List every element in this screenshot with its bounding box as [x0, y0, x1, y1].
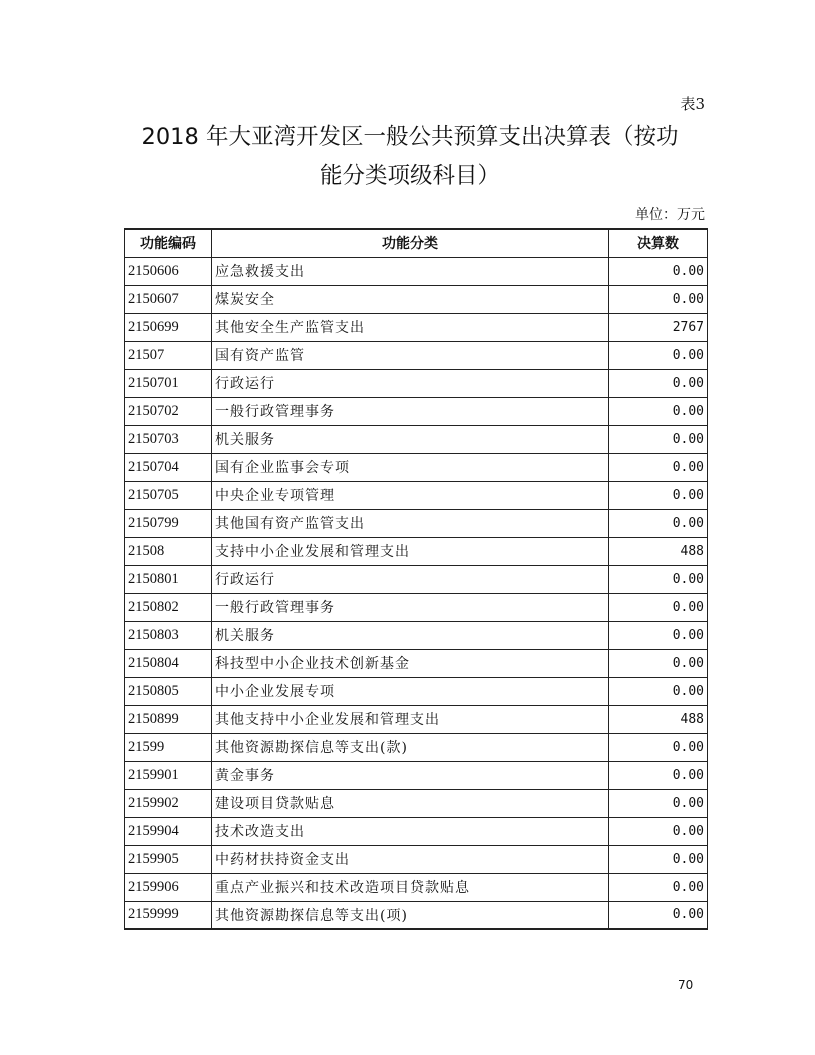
category-cell: 一般行政管理事务: [212, 593, 609, 621]
table-row: [125, 761, 708, 789]
code-cell: 2150802: [125, 593, 212, 621]
amount-cell: 0.00: [609, 481, 708, 509]
category-cell: 行政运行: [212, 565, 609, 593]
amount-cell: 0.00: [609, 425, 708, 453]
amount-cell: 0.00: [609, 873, 708, 901]
category-cell: 科技型中小企业技术创新基金: [212, 649, 609, 677]
amount-cell: 0.00: [609, 453, 708, 481]
code-cell: 2150606: [125, 257, 212, 285]
amount-cell: 488: [609, 537, 708, 565]
budget-table: [124, 228, 708, 930]
page-number: 70: [678, 978, 694, 992]
code-cell: 2150701: [125, 369, 212, 397]
code-cell: 2150799: [125, 509, 212, 537]
category-cell: 应急救援支出: [212, 257, 609, 285]
category-cell: 国有企业监事会专项: [212, 453, 609, 481]
code-cell: 2159905: [125, 845, 212, 873]
code-cell: 2159902: [125, 789, 212, 817]
table-row: [125, 593, 708, 621]
table-row: [125, 873, 708, 901]
code-cell: 2150805: [125, 677, 212, 705]
category-cell: 中药材扶持资金支出: [212, 845, 609, 873]
code-cell: 2150804: [125, 649, 212, 677]
title-line-2: 能分类项级科目）: [319, 163, 500, 189]
amount-cell: 0.00: [609, 845, 708, 873]
amount-cell: 0.00: [609, 369, 708, 397]
table-row: [125, 789, 708, 817]
table-row: [125, 845, 708, 873]
category-cell: 行政运行: [212, 369, 609, 397]
amount-cell: 0.00: [609, 341, 708, 369]
code-cell: 2150801: [125, 565, 212, 593]
code-cell: 2150803: [125, 621, 212, 649]
table-row: [125, 705, 708, 733]
category-cell: 煤炭安全: [212, 285, 609, 313]
category-cell: 其他国有资产监管支出: [212, 509, 609, 537]
code-cell: 2159901: [125, 761, 212, 789]
amount-cell: 0.00: [609, 817, 708, 845]
code-cell: 21599: [125, 733, 212, 761]
table-row: [125, 649, 708, 677]
code-cell: 2150705: [125, 481, 212, 509]
category-cell: 支持中小企业发展和管理支出: [212, 537, 609, 565]
header-amount: 决算数: [609, 229, 708, 257]
amount-cell: 0.00: [609, 397, 708, 425]
category-cell: 其他资源勘探信息等支出(款): [212, 733, 609, 761]
table-header-row: [125, 229, 708, 257]
table-row: [125, 285, 708, 313]
table-body: [125, 257, 708, 929]
table-row: [125, 341, 708, 369]
amount-cell: 0.00: [609, 677, 708, 705]
amount-cell: 0.00: [609, 761, 708, 789]
amount-cell: 2767: [609, 313, 708, 341]
code-cell: 2159999: [125, 901, 212, 929]
code-cell: 2159904: [125, 817, 212, 845]
table-row: [125, 733, 708, 761]
table-row: [125, 901, 708, 929]
table-row: [125, 425, 708, 453]
category-cell: 机关服务: [212, 621, 609, 649]
code-cell: 2150703: [125, 425, 212, 453]
category-cell: 其他资源勘探信息等支出(项): [212, 901, 609, 929]
category-cell: 建设项目贷款贴息: [212, 789, 609, 817]
page-title: [110, 118, 710, 196]
code-cell: 2150607: [125, 285, 212, 313]
category-cell: 其他支持中小企业发展和管理支出: [212, 705, 609, 733]
amount-cell: 0.00: [609, 565, 708, 593]
table-row: [125, 397, 708, 425]
amount-cell: 0.00: [609, 509, 708, 537]
header-code: 功能编码: [125, 229, 212, 257]
title-line-1: 2018 年大亚湾开发区一般公共预算支出决算表（按功: [141, 124, 679, 150]
code-cell: 2150702: [125, 397, 212, 425]
code-cell: 21507: [125, 341, 212, 369]
category-cell: 中央企业专项管理: [212, 481, 609, 509]
category-cell: 中小企业发展专项: [212, 677, 609, 705]
table-row: [125, 453, 708, 481]
amount-cell: 0.00: [609, 901, 708, 929]
amount-cell: 0.00: [609, 257, 708, 285]
amount-cell: 0.00: [609, 593, 708, 621]
table-row: [125, 481, 708, 509]
table-label: 表3: [680, 95, 705, 113]
code-cell: 2150699: [125, 313, 212, 341]
category-cell: 国有资产监管: [212, 341, 609, 369]
amount-cell: 0.00: [609, 285, 708, 313]
table-row: [125, 817, 708, 845]
table-row: [125, 677, 708, 705]
category-cell: 一般行政管理事务: [212, 397, 609, 425]
amount-cell: 488: [609, 705, 708, 733]
code-cell: 2159906: [125, 873, 212, 901]
table-row: [125, 537, 708, 565]
category-cell: 机关服务: [212, 425, 609, 453]
category-cell: 重点产业振兴和技术改造项目贷款贴息: [212, 873, 609, 901]
amount-cell: 0.00: [609, 789, 708, 817]
unit-label: 单位：万元: [635, 207, 705, 223]
code-cell: 21508: [125, 537, 212, 565]
header-category: 功能分类: [212, 229, 609, 257]
category-cell: 黄金事务: [212, 761, 609, 789]
code-cell: 2150704: [125, 453, 212, 481]
category-cell: 技术改造支出: [212, 817, 609, 845]
table-row: [125, 621, 708, 649]
table-row: [125, 257, 708, 285]
table-row: [125, 369, 708, 397]
table-row: [125, 509, 708, 537]
amount-cell: 0.00: [609, 649, 708, 677]
category-cell: 其他安全生产监管支出: [212, 313, 609, 341]
code-cell: 2150899: [125, 705, 212, 733]
table-row: [125, 565, 708, 593]
table-row: [125, 313, 708, 341]
amount-cell: 0.00: [609, 733, 708, 761]
amount-cell: 0.00: [609, 621, 708, 649]
